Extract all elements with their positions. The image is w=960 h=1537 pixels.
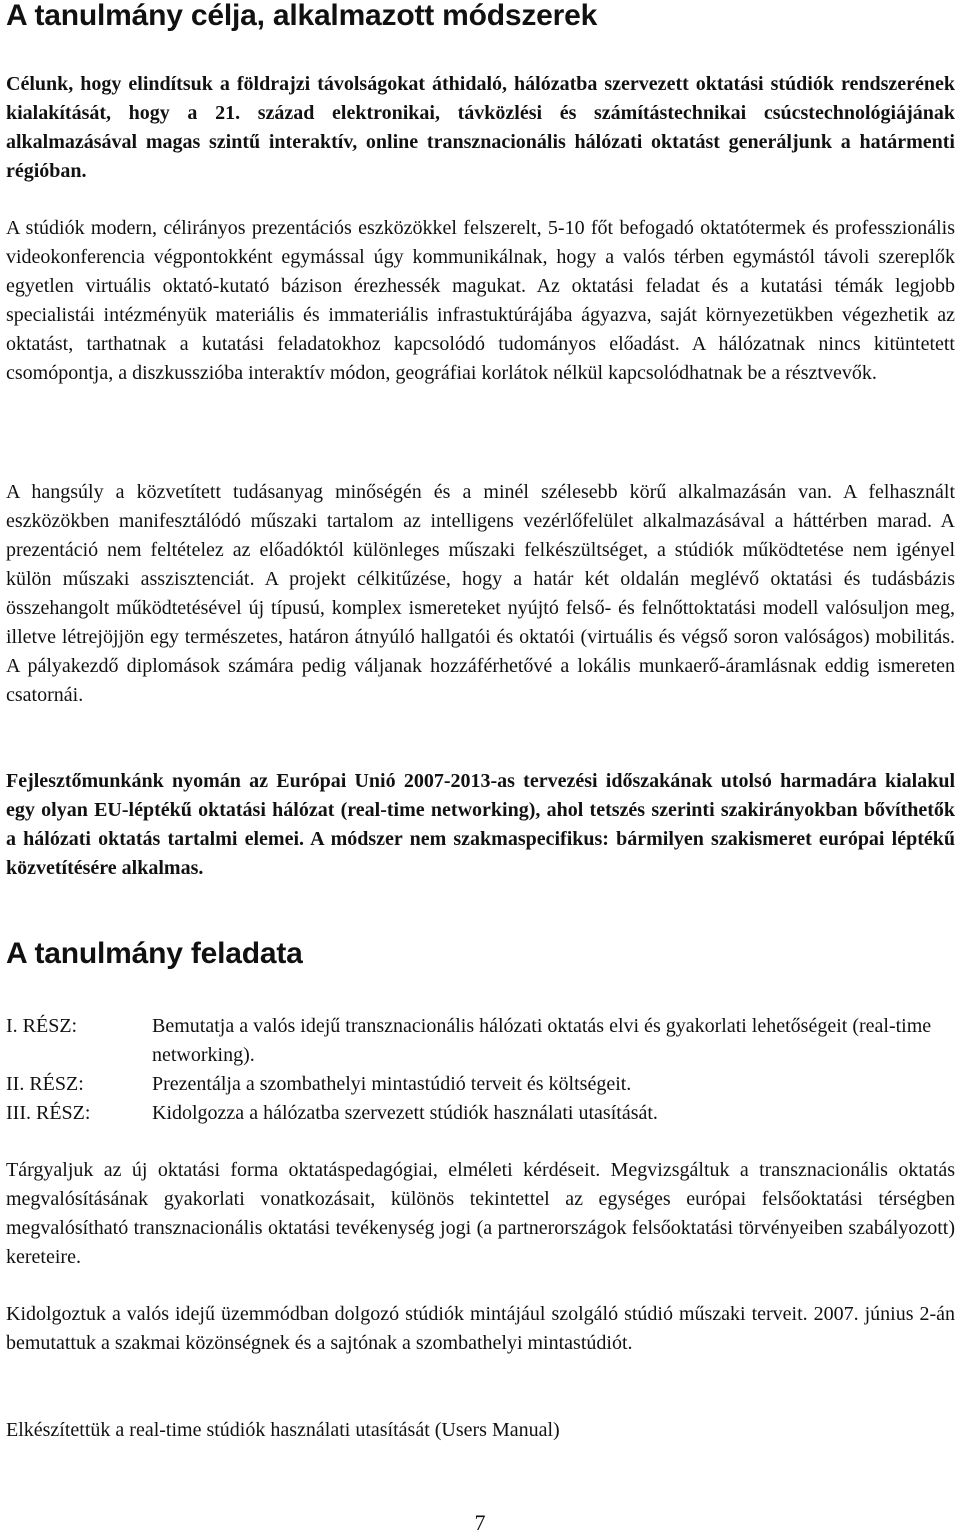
list-item: [6, 1070, 955, 1099]
paragraph-development: Fejlesztőmunkánk nyomán az Európai Unió 2007-2013-as tervezési időszakának utolsó harmadára kialakul egy olyan EU-léptékű oktatási hálózat (real-time networking), ahol tetszés szerinti szakirányokban bővíthetők a hálózati oktatás tartalmi elemei. A módszer nem szakmaspecifikus: bármilyen szakismeret európai léptékű közvetítésére alkalmas.: [6, 770, 955, 879]
part-label: III. RÉSZ:: [6, 1102, 91, 1124]
paragraph-studios: A stúdiók modern, célirányos prezentációs eszközökkel felszerelt, 5-10 főt befogadó oktatótermek és professzionális videokonferencia végpontokként egymással úgy kommunikálnak, hogy a valós térben egymástól távoli szereplők egyetlen virtuális oktató-kutató bázison érezhessék magukat. Az oktatási feladat és a kutatási témák legjobb specialistái intézményük materiális és immateriális infrastuktúrájába ágyazva, saját környezetükben végezhetik az oktatást, tarthatnak a kutatási feladatokhoz kapcsolódó tudományos előadást. A hálózatnak nincs kitüntetett csomópontja, a diszkusszióba interaktív módon, geográfiai korlátok nélkül kapcsolódhatnak be a résztvevők.: [6, 217, 955, 384]
list-item: [6, 1012, 955, 1070]
parts-list: [6, 1012, 955, 1128]
part-text: Prezentálja a szombathelyi mintastúdió terveit és költségeit.: [152, 1073, 632, 1095]
paragraph-manual: Elkészítettük a real-time stúdiók használati utasítását (Users Manual): [6, 1419, 560, 1441]
paragraph-discuss: Tárgyaljuk az új oktatási forma oktatáspedagógiai, elméleti kérdéseit. Megvizsgáltuk a transznacionális oktatás megvalósításának gyakorlati vonatkozásait, különös tekintettel az egységes európai felsőoktatási térségben megvalósítható transznacionális oktatási tevékenység jogi (a partnerországok felsőoktatási törvényeiben szabályozott) kereteire.: [6, 1159, 955, 1268]
part-label: II. RÉSZ:: [6, 1073, 84, 1095]
section-title-goals: A tanulmány célja, alkalmazott módszerek: [6, 0, 598, 32]
paragraph-emphasis: A hangsúly a közvetített tudásanyag minőségén és a minél szélesebb körű alkalmazásán van. A felhasznált eszközökben manifesztálódó műszaki tartalom az intelligens vezérlőfelület alkalmazásával a háttérben marad. A prezentáció nem feltételez az előadóktól különleges műszaki felkészültséget, a stúdiók működtetése nem igényel külön műszaki asszisztenciát. A projekt célkitűzése, hogy a határ két oldalán meglévő oktatási és tudásbázis összehangolt működtetésével új típusú, komplex ismereteket nyújtó felső- és felnőttoktatási modell valósuljon meg, illetve létrejöjjön egy természetes, határon átnyúló hallgatói és oktatói (virtuális és végső soron valóságos) mobilitás. A pályakezdő diplomások számára pedig váljanak hozzáférhetővé a lokális munkaerő-áramlásnak eddig ismereten csatornái.: [6, 481, 955, 706]
page-number: 7: [474, 1510, 486, 1535]
paragraph-intro: Célunk, hogy elindítsuk a földrajzi távolságokat áthidaló, hálózatba szervezett oktatási stúdiók rendszerének kialakítását, hogy a 21. század elektronikai, távközlési és számítástechnikai csúcstechnológiájának alkalmazásával magas szintű interaktív, online transznacionális hálózati oktatást generáljunk a határmenti régióban.: [6, 73, 955, 182]
section-title-tasks: A tanulmány feladata: [6, 937, 303, 970]
part-text: Kidolgozza a hálózatba szervezett stúdiók használati utasítását.: [152, 1102, 658, 1124]
document-page: [6, 0, 955, 1441]
paragraph-developed: Kidolgoztuk a valós idejű üzemmódban dolgozó stúdiók mintájául szolgáló stúdió műszaki terveit. 2007. június 2-án bemutattuk a szakmai közönségnek és a sajtónak a szombathelyi mintastúdiót.: [6, 1303, 955, 1354]
part-text: Bemutatja a valós idejű transznacionális hálózati oktatás elvi és gyakorlati lehetőségeit (real-time networking).: [152, 1015, 932, 1066]
part-label: I. RÉSZ:: [6, 1015, 78, 1037]
list-item: [6, 1099, 955, 1128]
